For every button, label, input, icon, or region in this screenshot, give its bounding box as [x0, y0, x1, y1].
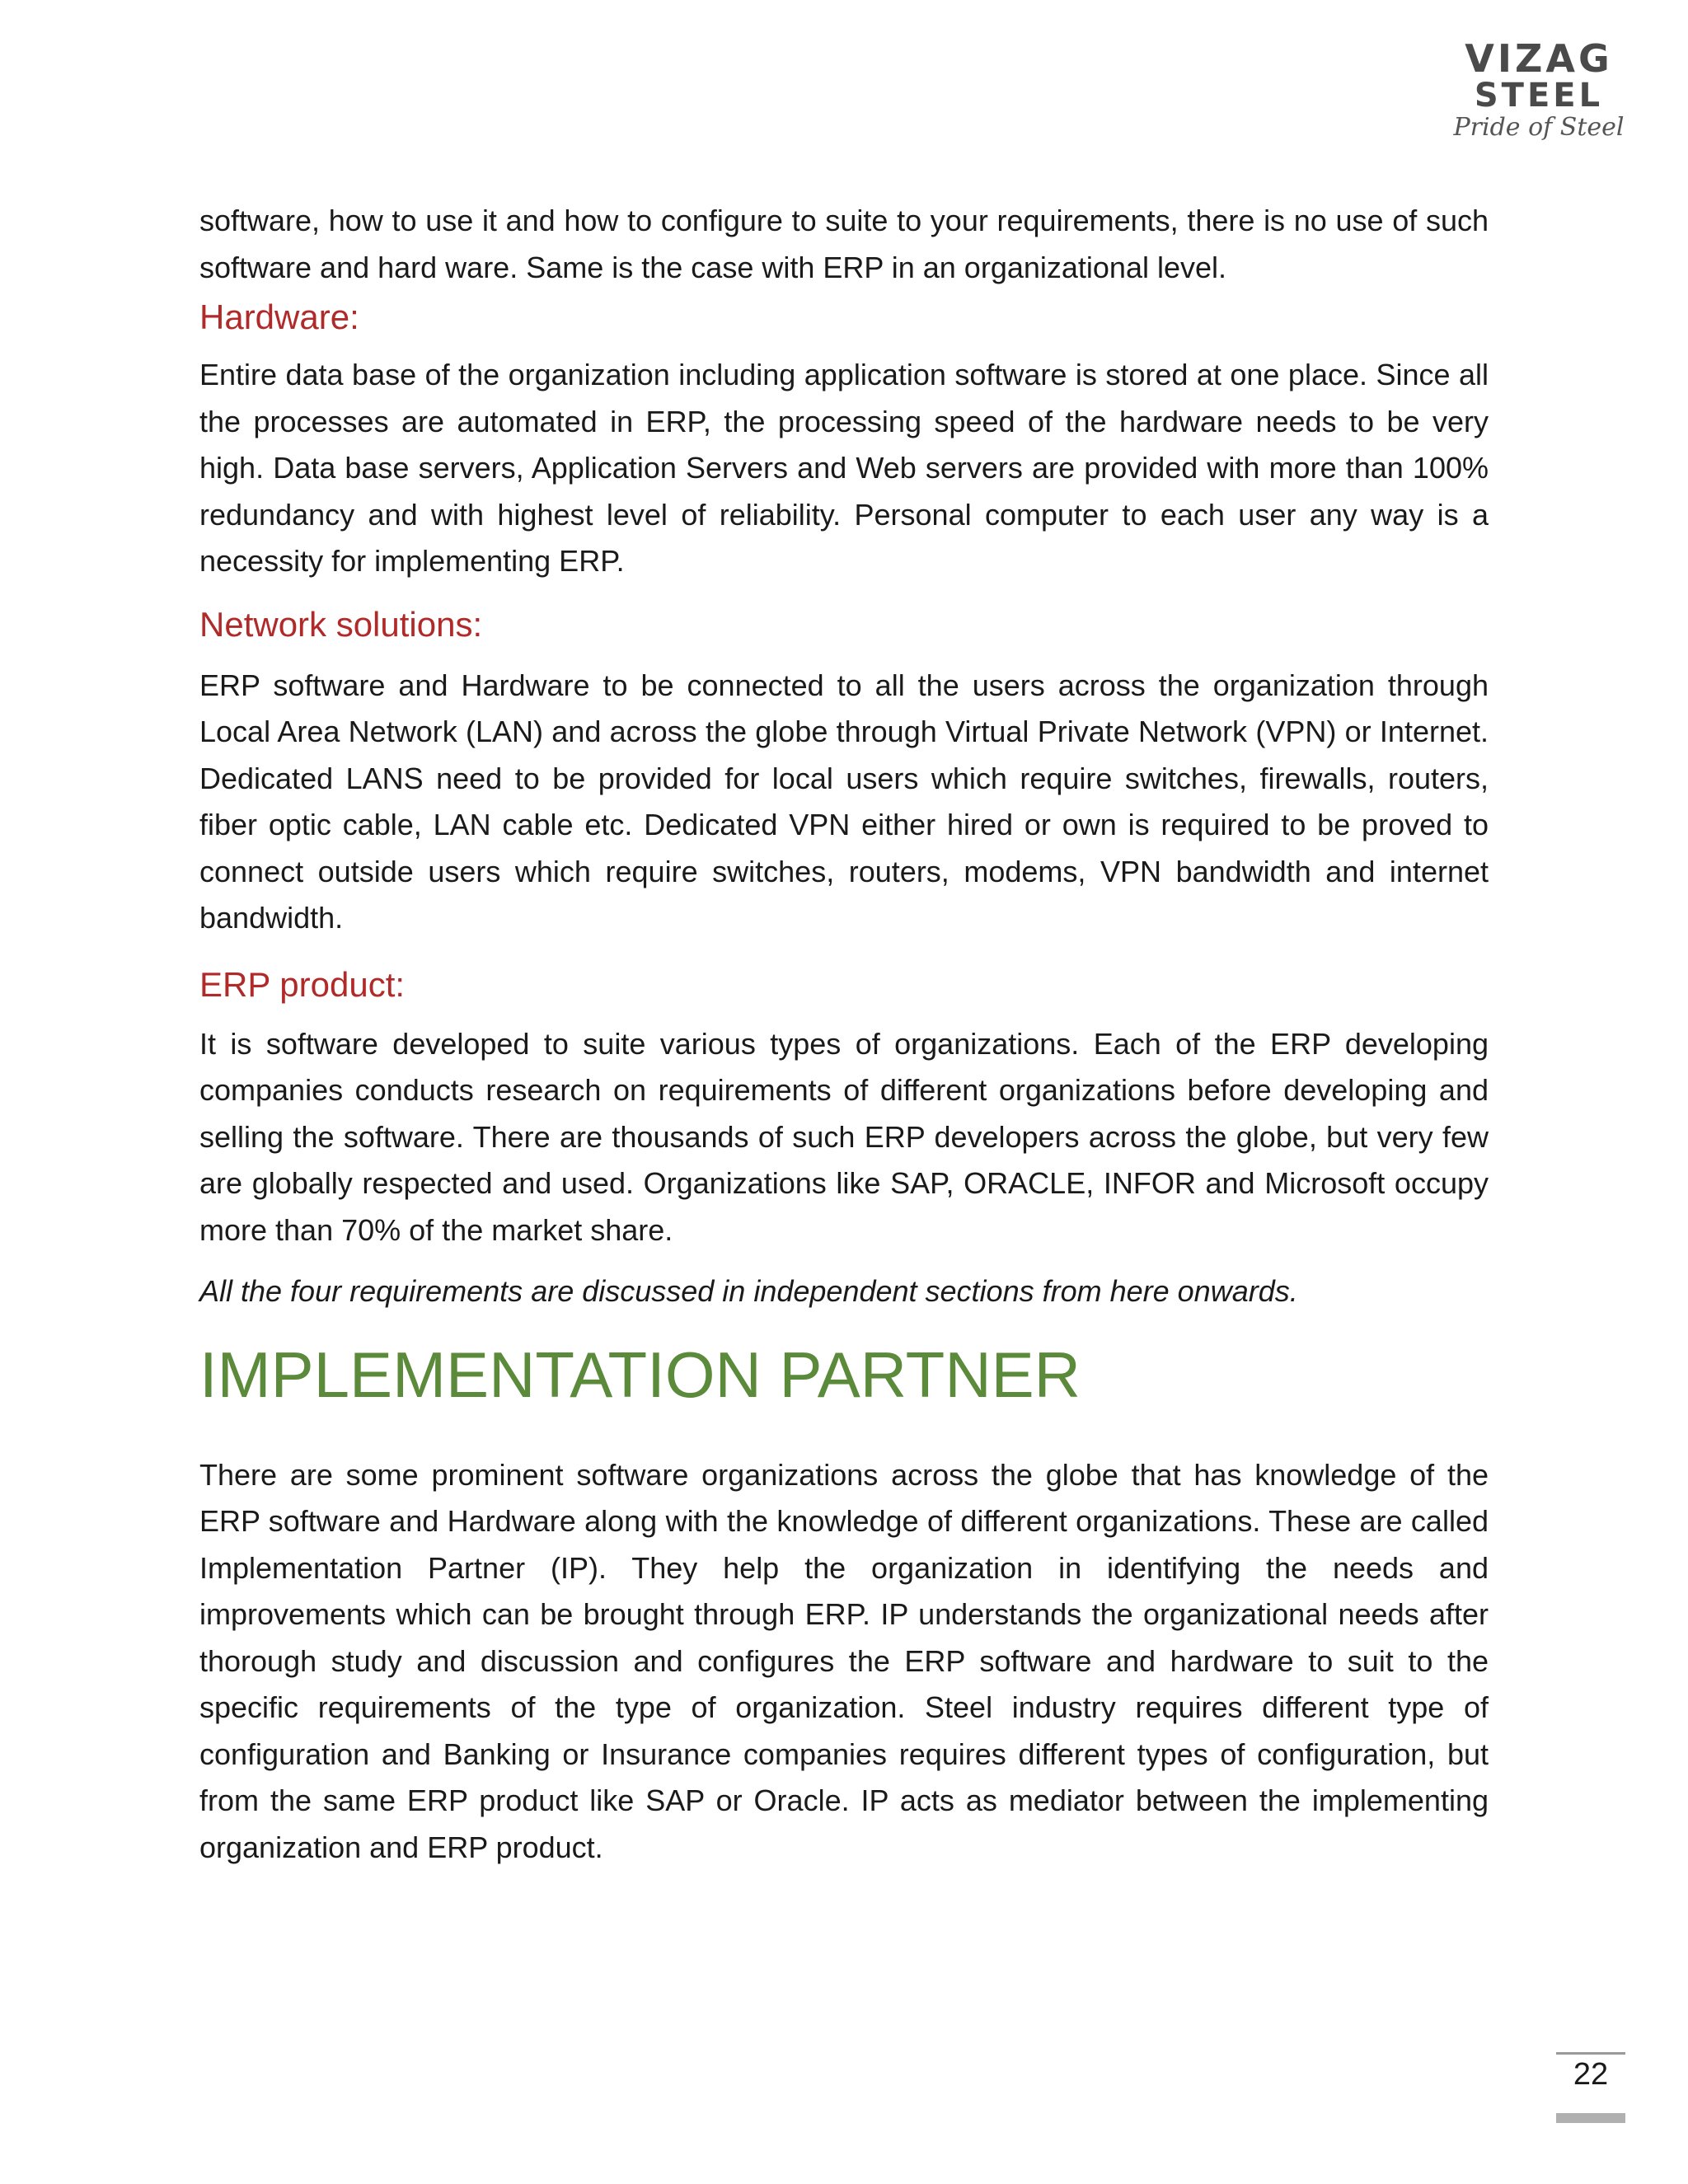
page-number-bottom-rule — [1556, 2113, 1625, 2123]
italic-note — [199, 1268, 1489, 1315]
page-content — [199, 198, 1489, 1871]
implementation-partner-paragraph: There are some prominent software organizations across the globe that has knowledge of the ERP software and Hardware along with the knowledge of different organizations. These are called Implementation Partner (IP). They help the organization in identifying the needs and improvements which can be brought through ERP. IP understands the organizational needs after thorough study and discussion and configures the ERP software and hardware to suit to the specific requirements of the type of organization. Steel industry requires different type of configuration and Banking or Insurance companies requires different types of configuration, but from the same ERP product like SAP or Oracle. IP acts as mediator between the implementing organization and ERP product. — [199, 1457, 1489, 1864]
hardware-paragraph: Entire data base of the organization including application software is stored at one place. Since all the processes are automated in ERP, the processing speed of the hardware needs to be very high. Data base servers, Application Servers and Web servers are provided with more than 100% redundancy and with highest level of reliability. Personal computer to each user any way is a necessity for implementing ERP. — [199, 358, 1489, 578]
page-number-text: 22 — [1573, 2057, 1609, 2092]
section-title: IMPLEMENTATION PARTNER — [199, 1338, 1081, 1411]
network-heading: Network solutions: — [199, 604, 483, 644]
logo-brand-line1: VIZAG — [1465, 36, 1613, 81]
erp-product-heading: ERP product: — [199, 964, 406, 1004]
erp-product-paragraph: It is software developed to suite various types of organizations. Each of the ERP developing companies conducts research on requirements of different organizations before developing and selling the software. There are thousands of such ERP developers across the globe, but very few are globally respected and used. Organizations like SAP, ORACLE, INFOR and Microsoft occupy more than 70% of the market share. — [199, 1026, 1489, 1247]
page-number — [1556, 2054, 1625, 2095]
page-number-top-rule — [1556, 2052, 1625, 2055]
vizag-steel-logo — [1452, 36, 1625, 147]
logo-tagline: Pride of Steel — [1453, 113, 1625, 142]
logo-brand-line2: STEEL — [1474, 77, 1604, 115]
italic-note-text: All the four requirements are discussed in independent sections from here onwards. — [199, 1274, 1298, 1308]
hardware-heading: Hardware: — [199, 298, 359, 336]
network-paragraph: ERP software and Hardware to be connected to all the users across the organization through Local Area Network (LAN) and across the globe through Virtual Private Network (VPN) or Internet. Dedicated LANS need to be provided for local users which require switches, firewalls, routers, fiber optic cable, LAN cable etc. Dedicated VPN either hired or own is required to be proved to connect outside users which require switches, routers, modems, VPN bandwidth and internet bandwidth. — [199, 668, 1489, 935]
intro-paragraph: software, how to use it and how to configure to suite to your requirements, there is no use of such software and hard ware. Same is the case with ERP in an organizational level. — [199, 204, 1489, 284]
